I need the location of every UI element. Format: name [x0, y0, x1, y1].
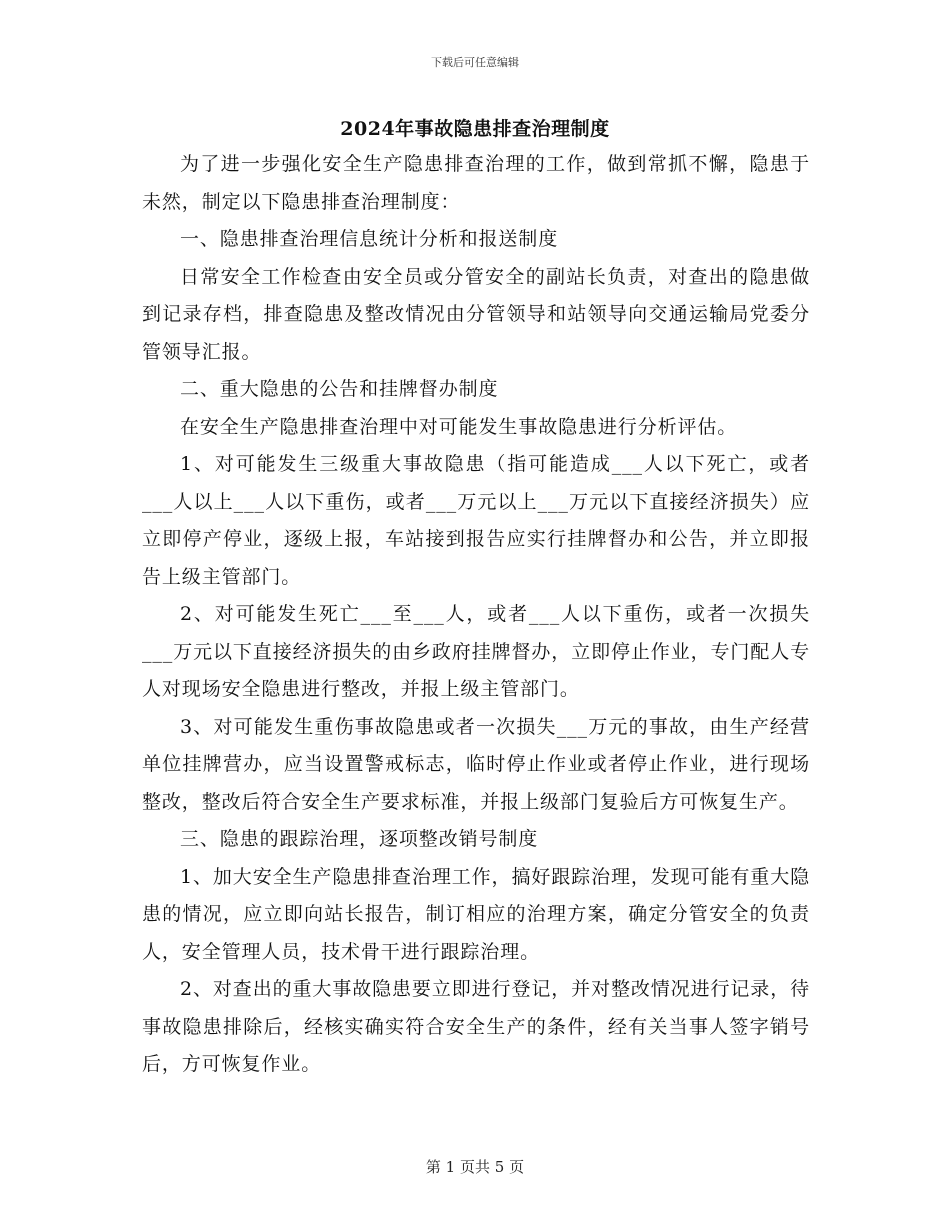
- paragraph: 在安全生产隐患排查治理中对可能发生事故隐患进行分析评估。: [180, 415, 738, 438]
- paragraph: 为了进一步强化安全生产隐患排查治理的工作，做到常抓不懈，隐患于未然，制定以下隐患排查治理制度：: [142, 153, 810, 213]
- document-body: [142, 146, 810, 1084]
- paragraph: 3、对可能发生重伤事故隐患或者一次损失___万元的事故，由生产经营单位挂牌营办，应当设置警戒标志，临时停止作业或者停止作业，进行现场整改，整改后符合安全生产要求标准，并报上级部门复验后方可恢复生产。: [142, 715, 810, 813]
- section-heading: 一、隐患排查治理信息统计分析和报送制度: [180, 228, 559, 250]
- paragraph: 2、对可能发生死亡___至___人，或者___人以下重伤，或者一次损失___万元以下直接经济损失的由乡政府挂牌督办，立即停止作业，专门配人专人对现场安全隐患进行整改，并报上级主管部门。: [142, 603, 811, 700]
- page-footer: 第 1 页共 5 页: [425, 1158, 525, 1176]
- section-heading: 二、重大隐患的公告和挂牌督办制度: [180, 378, 499, 400]
- section-heading: 三、隐患的跟踪治理，逐项整改销号制度: [180, 828, 539, 850]
- paragraph: 日常安全工作检查由安全员或分管安全的副站长负责，对查出的隐患做到记录存档，排查隐患及整改情况由分管领导和站领导向交通运输局党委分管领导汇报。: [142, 265, 810, 363]
- paragraph: 2、对查出的重大事故隐患要立即进行登记，并对整改情况进行记录，待事故隐患排除后，经核实确实符合安全生产的条件，经有关当事人签字销号后，方可恢复作业。: [142, 978, 810, 1075]
- paragraph: 1、对可能发生三级重大事故隐患（指可能造成___人以下死亡，或者___人以上___人以下重伤，或者___万元以上___万元以下直接经济损失）应立即停产停业，逐级上报，车站接到报告应实行挂牌督办和公告，并立即报告上级主管部门。: [142, 453, 810, 588]
- header-note: 下载后可任意编辑: [431, 56, 519, 69]
- paragraph: 1、加大安全生产隐患排查治理工作，搞好跟踪治理，发现可能有重大隐患的情况，应立即向站长报告，制订相应的治理方案，确定分管安全的负责人，安全管理人员，技术骨干进行跟踪治理。: [142, 865, 810, 963]
- document-title: 2024年事故隐患排查治理制度: [340, 118, 610, 140]
